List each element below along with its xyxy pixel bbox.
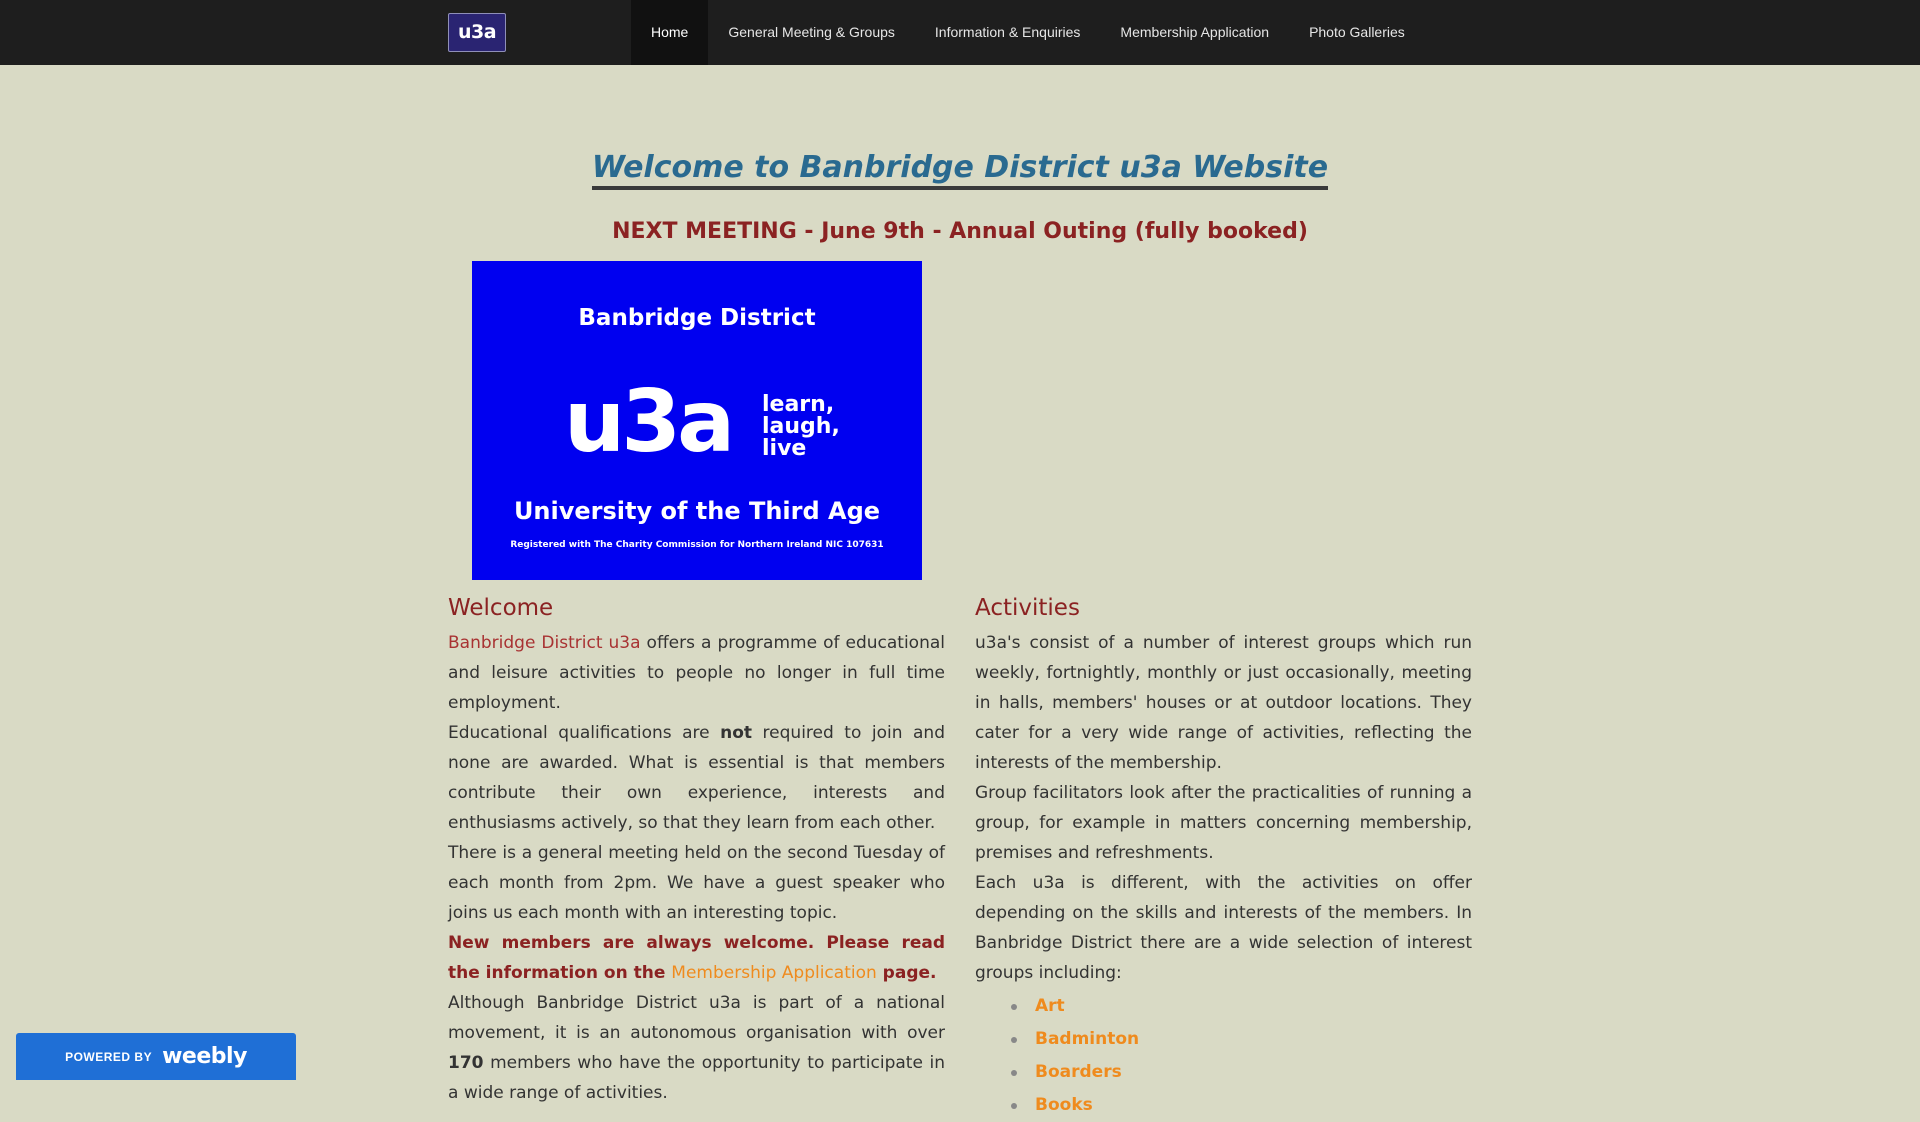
powered-by-weebly-badge[interactable] <box>16 1033 296 1080</box>
u3a-logo[interactable]: u3a <box>448 13 506 52</box>
welcome-p2-text-b: required to join and none are awarded. What is essential is that members contribute their own experience, interests and enthusiasms actively, so that they learn from each other. <box>448 723 945 833</box>
banner-tagline-2: laugh, <box>762 414 840 439</box>
banner-title: Banbridge District <box>578 305 816 331</box>
banner-charity-note: Registered with The Charity Commission for Northern Ireland NIC 107631 <box>510 540 884 550</box>
activities-section <box>975 590 1472 1122</box>
member-count: 170 <box>448 1053 484 1073</box>
welcome-p4-text-b: page. <box>876 963 937 983</box>
group-item-badminton[interactable]: Badminton <box>1035 1023 1472 1056</box>
banner-subtitle: University of the Third Age <box>513 497 881 525</box>
interest-groups-list <box>975 990 1472 1122</box>
banner-tagline-3: live <box>762 436 807 461</box>
welcome-paragraph-5 <box>448 988 945 1108</box>
welcome-p4-text-a: New members are always welcome. Please read the information on the <box>448 933 945 983</box>
group-item-boarders[interactable]: Boarders <box>1035 1056 1472 1089</box>
nav-membership-application[interactable]: Membership Application <box>1120 24 1270 40</box>
org-name: Banbridge District u3a <box>448 633 641 653</box>
nav-photo-galleries[interactable]: Photo Galleries <box>1309 24 1405 40</box>
membership-application-link[interactable]: Membership Application <box>671 963 877 983</box>
banner-tagline-1: learn, <box>762 392 835 417</box>
welcome-paragraph-2 <box>448 718 945 838</box>
group-item-art[interactable]: Art <box>1035 990 1472 1023</box>
nav-information-enquiries[interactable]: Information & Enquiries <box>934 24 1081 40</box>
nav-general-meeting-groups[interactable]: General Meeting & Groups <box>728 24 895 40</box>
activities-heading: Activities <box>975 595 1080 621</box>
activities-paragraph-3: Each u3a is different, with the activities on offer depending on the skills and interests of the members. In Banbridge District there are a wide selection of interest groups including: <box>975 873 1472 983</box>
main-nav <box>631 0 1425 65</box>
welcome-paragraph-3: There is a general meeting held on the second Tuesday of each month from 2pm. We have a guest speaker who joins us each month with an interesting topic. <box>448 843 945 923</box>
welcome-p5-text-b: members who have the opportunity to participate in a wide range of activities. <box>448 1053 945 1103</box>
welcome-section <box>448 590 945 1108</box>
welcome-p1-text: offers a programme of educational and leisure activities to people no longer in full time employment. <box>448 633 945 713</box>
group-item-books[interactable]: Books <box>1035 1089 1472 1122</box>
welcome-p5-text-a: Although Banbridge District u3a is part of a national movement, it is an autonomous organisation with over <box>448 993 945 1043</box>
page-title-text: Welcome to Banbridge District u3a Website <box>592 150 1328 190</box>
welcome-p2-text-a: Educational qualifications are <box>448 723 721 743</box>
next-meeting-notice: NEXT MEETING - June 9th - Annual Outing (fully booked) <box>612 219 1308 244</box>
banner-tagline <box>762 394 840 460</box>
u3a-banner-image <box>472 261 922 580</box>
welcome-p2-bold: not <box>720 723 753 743</box>
welcome-paragraph-4 <box>448 928 945 988</box>
weebly-logo: weebly <box>162 1044 247 1069</box>
page-title <box>448 150 1472 185</box>
welcome-paragraph-1 <box>448 628 945 718</box>
activities-paragraph-2: Group facilitators look after the practicalities of running a group, for example in matters concerning membership, premises and refreshments. <box>975 783 1472 863</box>
top-navbar <box>0 0 1920 65</box>
activities-paragraph-1: u3a's consist of a number of interest groups which run weekly, fortnightly, monthly or just occasionally, meeting in halls, members' houses or at outdoor locations. They cater for a very wide range of activities, reflecting the interests of the membership. <box>975 633 1472 773</box>
nav-home[interactable]: Home <box>631 0 708 65</box>
banner-brand: u3a <box>564 372 732 472</box>
powered-by-label: POWERED BY <box>65 1049 153 1064</box>
welcome-heading: Welcome <box>448 595 554 621</box>
